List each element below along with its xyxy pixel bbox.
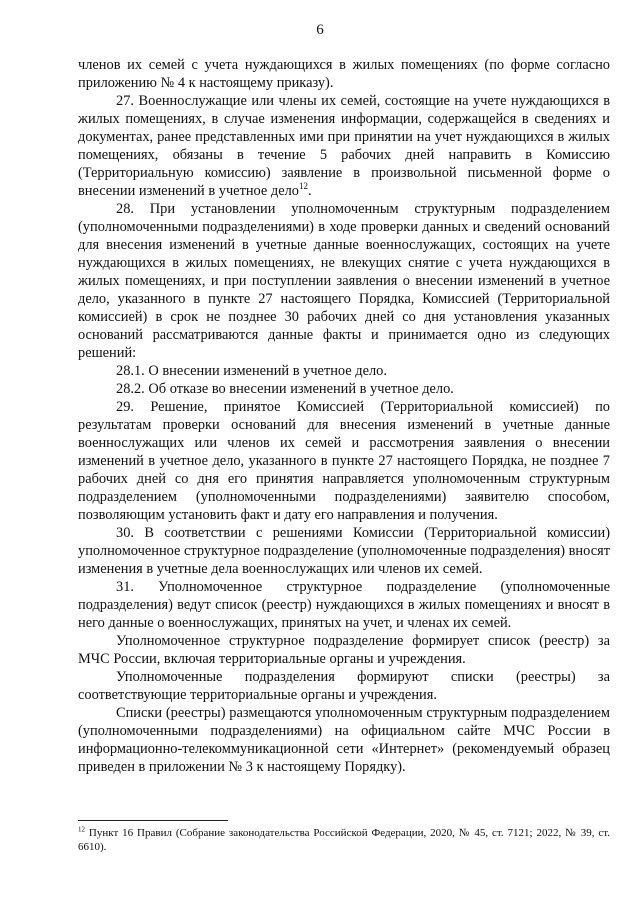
footnote-separator bbox=[78, 820, 228, 821]
paragraph-27 bbox=[78, 92, 610, 200]
footnote-reference-12: 12 bbox=[299, 181, 309, 192]
paragraph-continuation: членов их семей с учета нуждающихся в жилых помещениях (по форме согласно приложению № 4 к настоящему приказу). bbox=[78, 57, 610, 91]
paragraph-27-period: . bbox=[308, 183, 312, 199]
paragraph-29: 29. Решение, принятое Комиссией (Территориальной комиссией) по результатам проверки оснований для внесения изменений в учетные данные военнослужащих или членов их семей и рассмотрения заявления о внесении изменений в учетное дело, указанного в пункте 27 настоящего Порядка, не позднее 7 рабочих дней со дня его принятия направляется уполномоченным структурным подразделением (уполномоченными подразделениями) заявителю способом, позволяющим установить факт и дату его направления и получения. bbox=[78, 399, 610, 523]
paragraph-28: 28. При установлении уполномоченным структурным подразделением (уполномоченными подразделениями) в ходе проверки данных и сведений оснований для внесения изменений в учетные данные военнослужащих, состоящих на учете нуждающихся в жилых помещениях, не влекущих снятие с учета нуждающихся в жилых помещениях, и при поступлении заявления о внесении изменений в учетное дело, указанного в пункте 27 настоящего Порядка, Комиссией (Территориальной комиссией) в срок не позднее 30 рабочих дней со дня установления указанных оснований рассматриваются данные факты и принимается одно из следующих решений: bbox=[78, 201, 610, 361]
paragraph-27-text: 27. Военнослужащие или члены их семей, состоящие на учете нуждающихся в жилых помещениях, в случае изменения информации, содержащейся в сведениях и документах, ранее представленных ими при принятии на учет нуждающихся в жилых помещениях, обязаны в течение 5 рабочих дней направить в Комиссию (Территориальную комиссию) заявление в произвольной письменной форме о внесении изменений в учетное дело bbox=[78, 93, 610, 199]
paragraph-28-1: 28.1. О внесении изменений в учетное дело. bbox=[116, 363, 387, 379]
paragraph-31-list-territorial: Уполномоченные подразделения формируют списки (реестры) за соответствующие территориальные органы и учреждения. bbox=[78, 669, 610, 703]
paragraph-31: 31. Уполномоченное структурное подразделение (уполномоченные подразделения) ведут список (реестр) нуждающихся в жилых помещениях и вносят в него данные о военнослужащих, принятых на учет, и членах их семей. bbox=[78, 579, 610, 631]
footnote-12 bbox=[78, 826, 610, 854]
paragraph-31-list-central: Уполномоченное структурное подразделение формирует список (реестр) за МЧС России, включая территориальные органы и учреждения. bbox=[78, 633, 610, 667]
footnote-text: Пункт 16 Правил (Собрание законодательства Российской Федерации, 2020, № 45, ст. 7121; 2022, № 39, ст. 6610). bbox=[78, 827, 610, 853]
page-number: 6 bbox=[316, 22, 324, 38]
paragraph-28-2: 28.2. Об отказе во внесении изменений в учетное дело. bbox=[116, 381, 454, 397]
document-body bbox=[78, 56, 610, 776]
paragraph-31-publication: Списки (реестры) размещаются уполномоченным структурным подразделением (уполномоченными подразделениями) на официальном сайте МЧС России в информационно-телекоммуникационной сети «Интернет» (рекомендуемый образец приведен в приложении № 3 к настоящему Порядку). bbox=[78, 705, 610, 775]
paragraph-30: 30. В соответствии с решениями Комиссии (Территориальной комиссии) уполномоченное структурное подразделение (уполномоченные подразделения) вносят изменения в учетные дела военнослужащих или членов их семей. bbox=[78, 525, 610, 577]
footnote-marker: 12 bbox=[78, 825, 85, 834]
